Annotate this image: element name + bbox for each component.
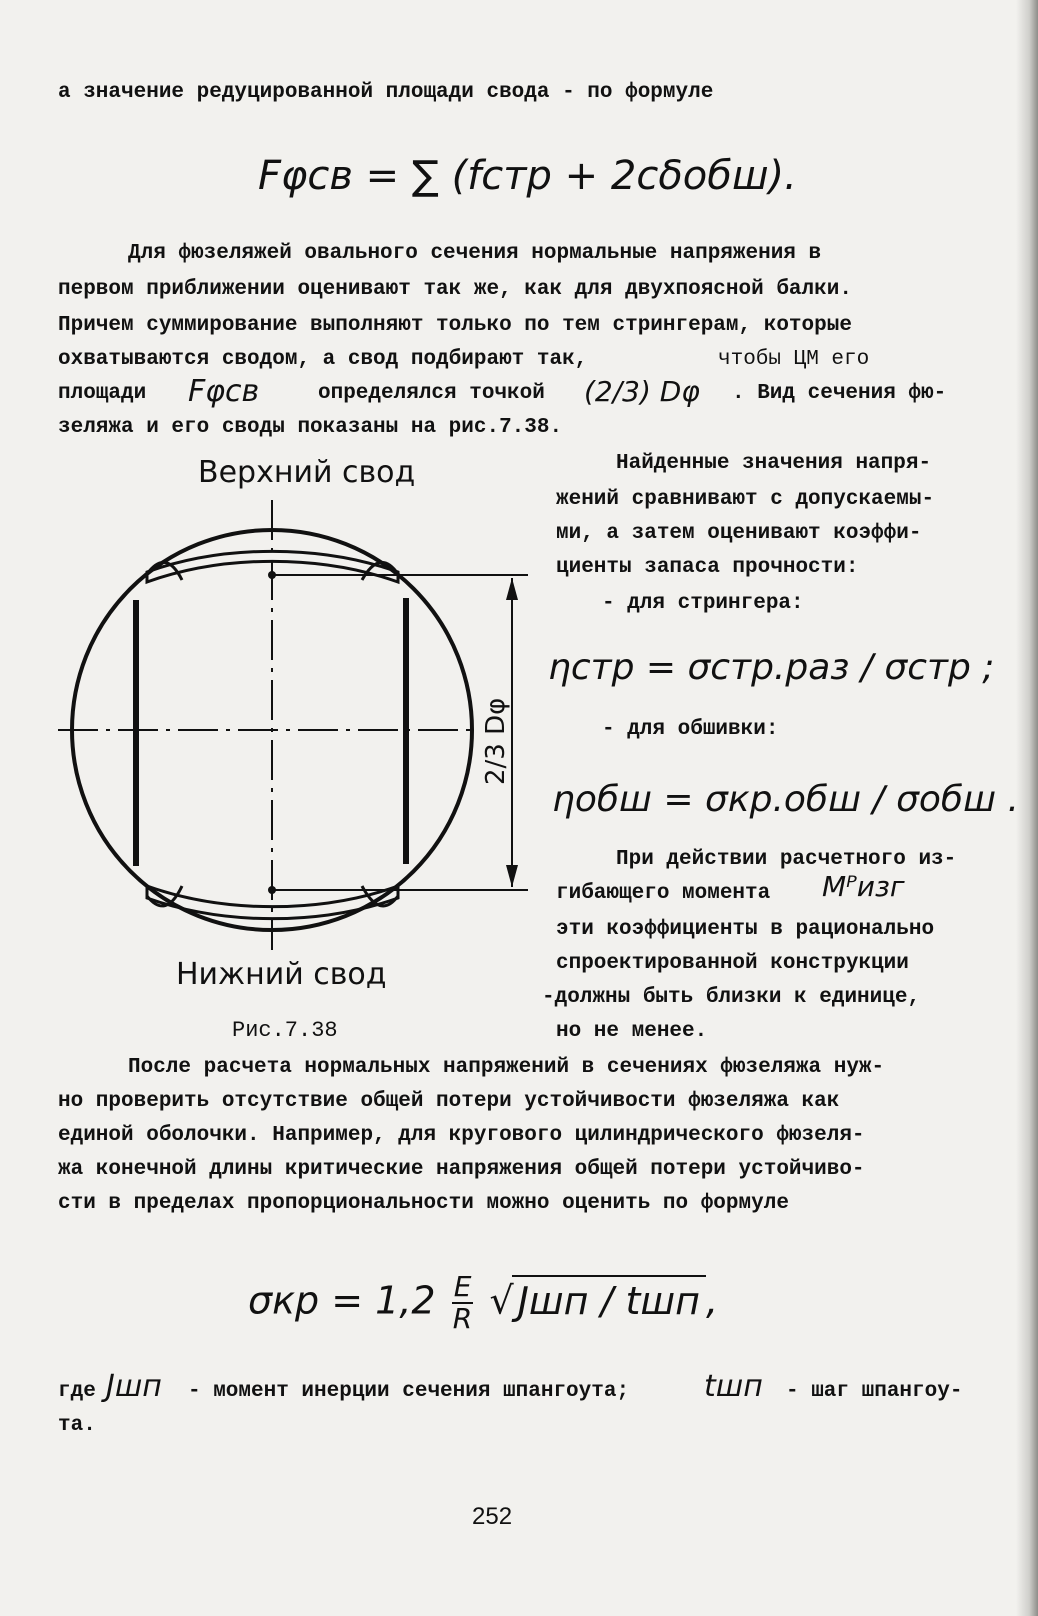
centroid-point-top (268, 571, 276, 579)
text-line: - для стрингера: (602, 592, 804, 615)
formula-sigma-lhs: σкр = 1,2 (248, 1278, 436, 1323)
text-line: ми, а затем оценивают коэффи- (556, 522, 922, 545)
inline-formula-point: (2/3) Dφ (584, 375, 700, 408)
fraction-numerator: E (453, 1270, 472, 1303)
text-line: где (58, 1380, 96, 1403)
text-line: первом приближении оценивают так же, как для двухпоясной балки. (58, 278, 852, 301)
dimension-arrow-top (506, 578, 518, 600)
text-line: зеляжа и его своды показаны на рис.7.38. (58, 416, 563, 439)
formula-eta-skin: ηобш = σкр.обш / σобш . (552, 779, 1019, 820)
figure-label-top: Верхний свод (198, 455, 416, 490)
text-line: эти коэффициенты в рационально (556, 918, 935, 941)
fraction-denominator: R (452, 1302, 473, 1335)
inline-formula-t: tшп (704, 1369, 763, 1404)
text-line: спроектированной конструкции (556, 952, 909, 975)
dimension-label: 2/3 Dφ (481, 697, 511, 785)
inline-formula-F: Fφсв (188, 374, 260, 409)
text-line: жа конечной длины критические напряжения общей потери устойчиво- (58, 1158, 865, 1181)
formula-reduced-area: Fφсв = ∑ (fстр + 2cδобш). (258, 153, 797, 199)
formula-critical-stress (248, 1272, 718, 1334)
dimension-arrow-bottom (506, 865, 518, 887)
text-line: После расчета нормальных напряжений в сечениях фюзеляжа нуж- (128, 1056, 885, 1079)
text-line: но не менее. (556, 1020, 708, 1043)
text-line: При действии расчетного из- (616, 848, 957, 871)
text-line: - шаг шпангоу- (786, 1380, 963, 1403)
figure-label-bottom: Нижний свод (176, 957, 387, 992)
text-line: гибающего момента (556, 882, 771, 905)
text-line: - для обшивки: (602, 718, 779, 741)
text-line: - момент инерции сечения шпангоута; (188, 1380, 630, 1403)
text-line: а значение редуцированной площади свода - по формуле (58, 81, 714, 104)
text-line: охватываются сводом, а свод подбирают так, (58, 348, 588, 371)
text-line: но проверить отсутствие общей потери устойчивости фюзеляжа как (58, 1090, 840, 1113)
text-line: та. (58, 1414, 96, 1437)
inline-formula-moment: Mᴾизг (822, 870, 905, 903)
formula-fraction (452, 1272, 474, 1334)
text-line: единой оболочки. Например, для кругового цилиндрического фюзеля- (58, 1124, 865, 1147)
text-line: Причем суммирование выполняют только по тем стрингерам, которые (58, 314, 852, 337)
text-line: циенты запаса прочности: (556, 556, 859, 579)
sqrt-sign: √ (489, 1278, 514, 1323)
page-number: 252 (472, 1503, 513, 1530)
formula-tail: , (706, 1278, 719, 1323)
inline-formula-J: Jшп (106, 1369, 162, 1404)
text-line: сти в пределах пропорциональности можно оценить по формуле (58, 1192, 789, 1215)
text-line: жений сравнивают с допускаемы- (556, 488, 935, 511)
formula-eta-stringer: ηстр = σстр.раз / σстр ; (548, 647, 995, 688)
text-line: определялся точкой (318, 382, 545, 405)
figure-caption: Рис.7.38 (232, 1018, 338, 1043)
sqrt-body: Jшп / tшп (512, 1275, 706, 1325)
text-line: Для фюзеляжей овального сечения нормальные напряжения в (128, 242, 822, 265)
fuselage-section-figure (50, 500, 540, 950)
text-line: -должны быть близки к единице, (542, 986, 921, 1009)
page-edge-shadow (1016, 0, 1038, 1616)
text-line: Найденные значения напря- (616, 452, 932, 475)
text-line: чтобы ЦМ его (718, 348, 870, 371)
text-line: площади (58, 382, 147, 405)
text-line: . Вид сечения фю- (732, 382, 947, 405)
centroid-point-bottom (268, 886, 276, 894)
